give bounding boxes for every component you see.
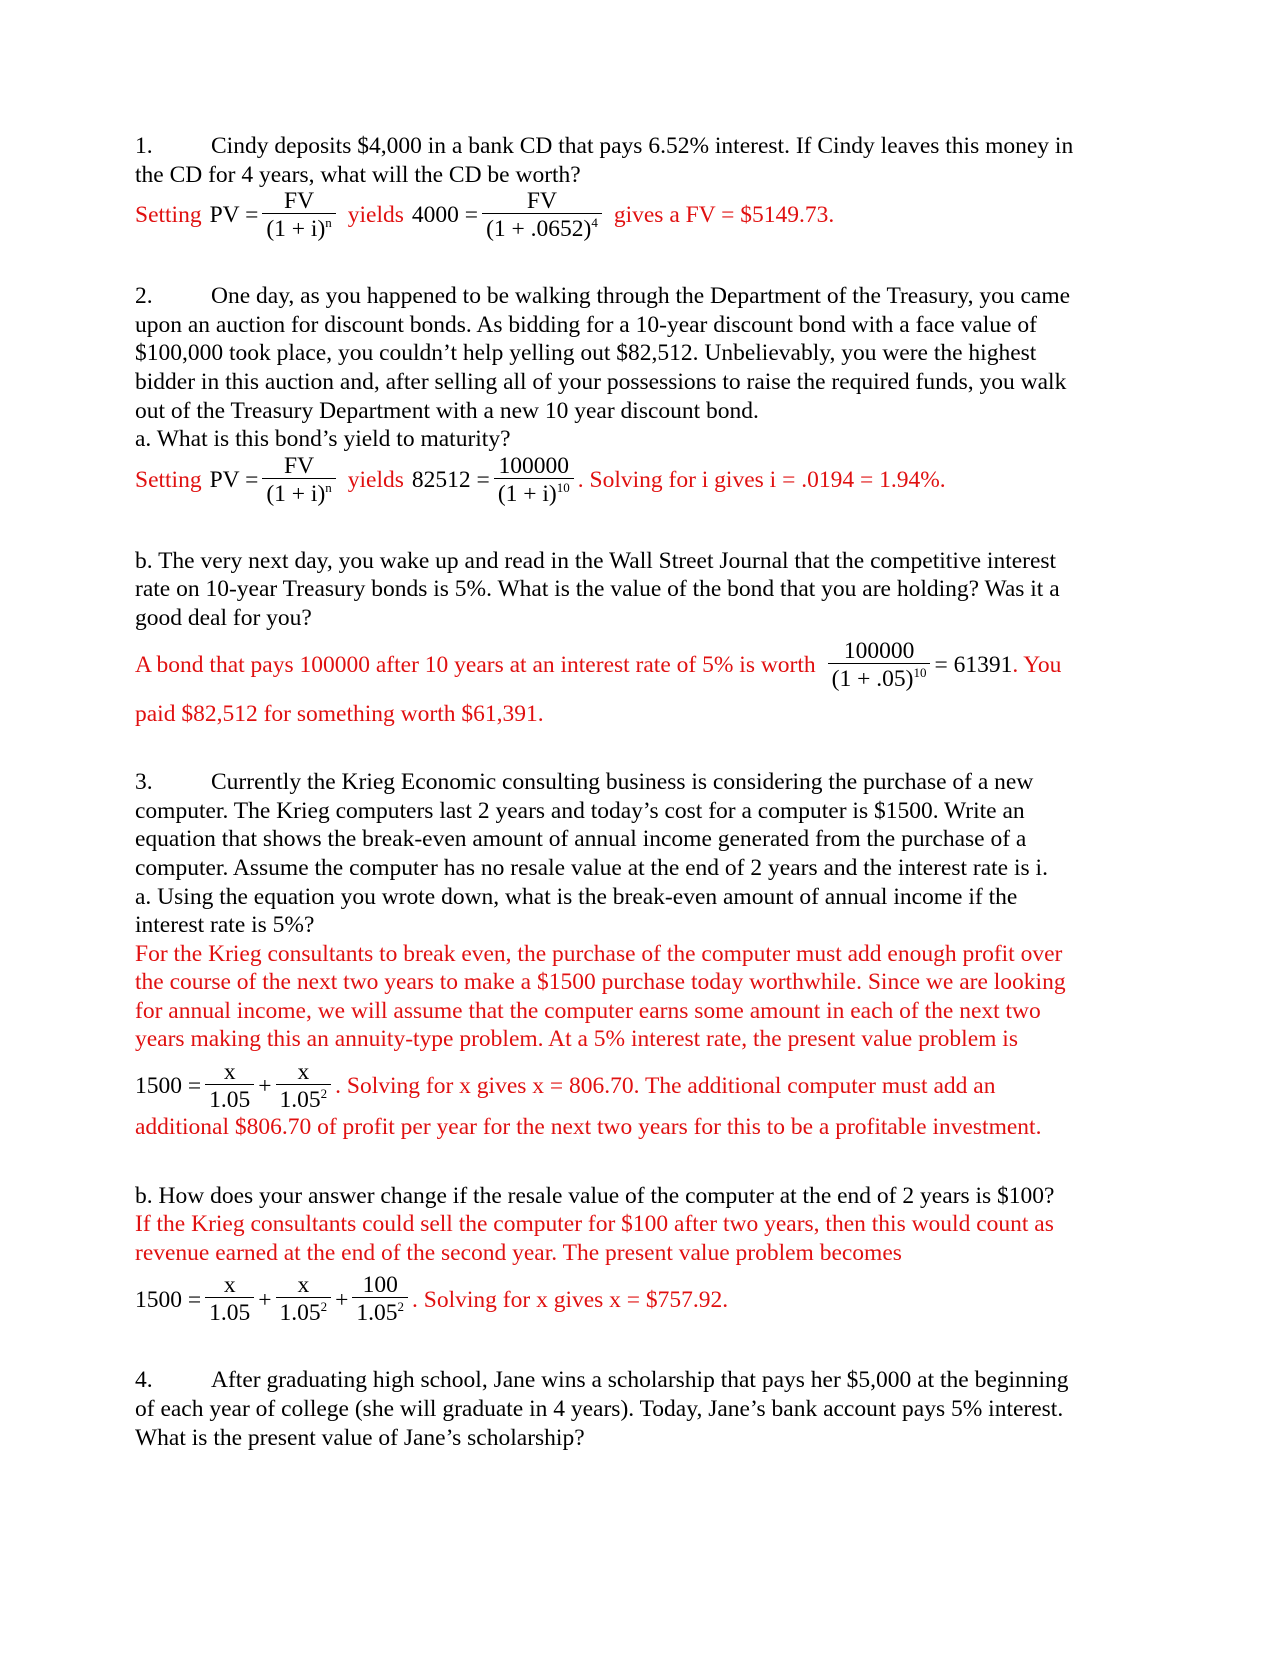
q3a-answer-line: For the Krieg consultants to break even, the purchase of the computer must add enough profit over [135,940,1063,967]
q3a-question-line: interest rate is 5%? [135,912,315,939]
q3a-fraction-2: $\frac{x}{1.05^2}$ [276,1060,332,1113]
q2b-question-line: rate on 10-year Treasury bonds is 5%. What is the value of the bond that you are holding? Was it a [135,576,1060,603]
q3-text: 3. Currently the Krieg Economic consulting business is considering the purchase of a new [135,769,1034,796]
q2b-question-line: good deal for you? [135,604,312,631]
q2b-question: b. The very next day, you wake up and read in the Wall Street Journal that the competitive interest [135,547,1057,574]
q1-text: 1. Cindy deposits $4,000 in a bank CD that pays 6.52% interest. If Cindy leaves this money in [135,133,1074,159]
q3b-answer-line: If the Krieg consultants could sell the computer for $100 after two years, then this would count as [135,1211,1054,1238]
q3a-answer-line: years making this an annuity-type problem. At a 5% interest rate, the present value problem is [135,1026,1018,1053]
q3-text-line: equation that shows the break-even amount of annual income generated from the purchase of a [135,826,1027,853]
q3a-answer-line: for annual income, we will assume that the computer earns some amount in each of the next two [135,997,1041,1024]
q2b-value-fraction: $\frac{100000}{(1 + .05)^{10}}$ [828,639,931,692]
q3b-fraction-3: $\frac{100}{1.05^2}$ [352,1273,408,1326]
q1-value-fraction: $\frac{FV}{(1 + .0652)^4}$ [482,189,602,242]
q4-text-line: of each year of college (she will graduate in 4 years). Today, Jane’s bank account pays 5% interest. [135,1396,1064,1423]
q3b-fraction-2: $\frac{x}{1.05^2}$ [276,1273,332,1326]
q1-formula-fraction: $\frac{FV}{(1 + i)^n}$ [262,189,335,242]
q2-text-line: bidder in this auction and, after selling all of your possessions to raise the required funds, you walk [135,368,1067,395]
q4-text: 4. After graduating high school, Jane wins a scholarship that pays her $5,000 at the beginning [135,1367,1069,1394]
q3-number: 3. [135,769,153,796]
q2b-answer-line2: paid $82,512 for something worth $61,391. [135,700,544,727]
q3a-answer-line: the course of the next two years to make a $1500 purchase today worthwhile. Since we are looking [135,969,1066,996]
q3b-fraction-1: $\frac{x}{1.05}$ [205,1273,254,1326]
q3b-answer-line: revenue earned at the end of the second year. The present value problem becomes [135,1239,902,1266]
q3b-equation: 1500 = $\frac{x}{1.05}$ + $\frac{x}{1.05^2}$ + $\frac{100}{1.05^2}$ . Solving for x gives x = $757.92. [135,1272,729,1327]
q2-number: 2. [135,283,153,310]
q2a-answer: Setting PV = $\frac{FV}{(1 + i)^n}$ yields 82512 = $\frac{100000}{(1 + i)^{10}}$ . Solving for i gives i = .0194 = 1.94%. [135,452,946,507]
q3a-question: a. Using the equation you wrote down, what is the break-even amount of annual income if the [135,883,1018,910]
q3a-answer-last: additional $806.70 of profit per year for the next two years for this to be a profitable investment. [135,1114,1042,1141]
q2b-answer: A bond that pays 100000 after 10 years at an interest rate of 5% is worth $\frac{100000}{(1 + .05)^{10}}$ = 61391 . You [135,637,1062,692]
q1-number: 1. [135,133,153,159]
q4-text-line: What is the present value of Jane’s scholarship? [135,1424,585,1451]
q3b-question: b. How does your answer change if the resale value of the computer at the end of 2 years is $100? [135,1182,1055,1209]
q1-answer: Setting PV = $\frac{FV}{(1 + i)^n}$ yields 4000 = $\frac{FV}{(1 + .0652)^4}$ gives a FV = $5149.73. [135,188,835,243]
q2a-question: a. What is this bond’s yield to maturity? [135,426,511,453]
document-page [135,132,1145,1452]
q3-text-line: computer. The Krieg computers last 2 years and today’s cost for a computer is $1500. Write an [135,797,1025,824]
q2-text-line: $100,000 took place, you couldn’t help yelling out $82,512. Unbelievably, you were the highest [135,340,1037,367]
q2a-value-fraction: $\frac{100000}{(1 + i)^{10}}$ [494,454,574,507]
q2a-formula-fraction: $\frac{FV}{(1 + i)^n}$ [262,454,335,507]
q2-text-line: out of the Treasury Department with a new 10 year discount bond. [135,397,759,424]
q3a-equation: 1500 = $\frac{x}{1.05}$ + $\frac{x}{1.05^2}$ . Solving for x gives x = 806.70. The additional computer must add an [135,1059,996,1114]
q2-text-line: upon an auction for discount bonds. As bidding for a 10-year discount bond with a face value of [135,311,1037,338]
q2-text: 2. One day, as you happened to be walking through the Department of the Treasury, you came [135,283,1071,310]
q4-number: 4. [135,1367,153,1394]
q1-text-line2: the CD for 4 years, what will the CD be worth? [135,161,581,188]
q3a-fraction-1: $\frac{x}{1.05}$ [205,1060,254,1113]
q3-text-line: computer. Assume the computer has no resale value at the end of 2 years and the interest rate is i. [135,854,1048,881]
